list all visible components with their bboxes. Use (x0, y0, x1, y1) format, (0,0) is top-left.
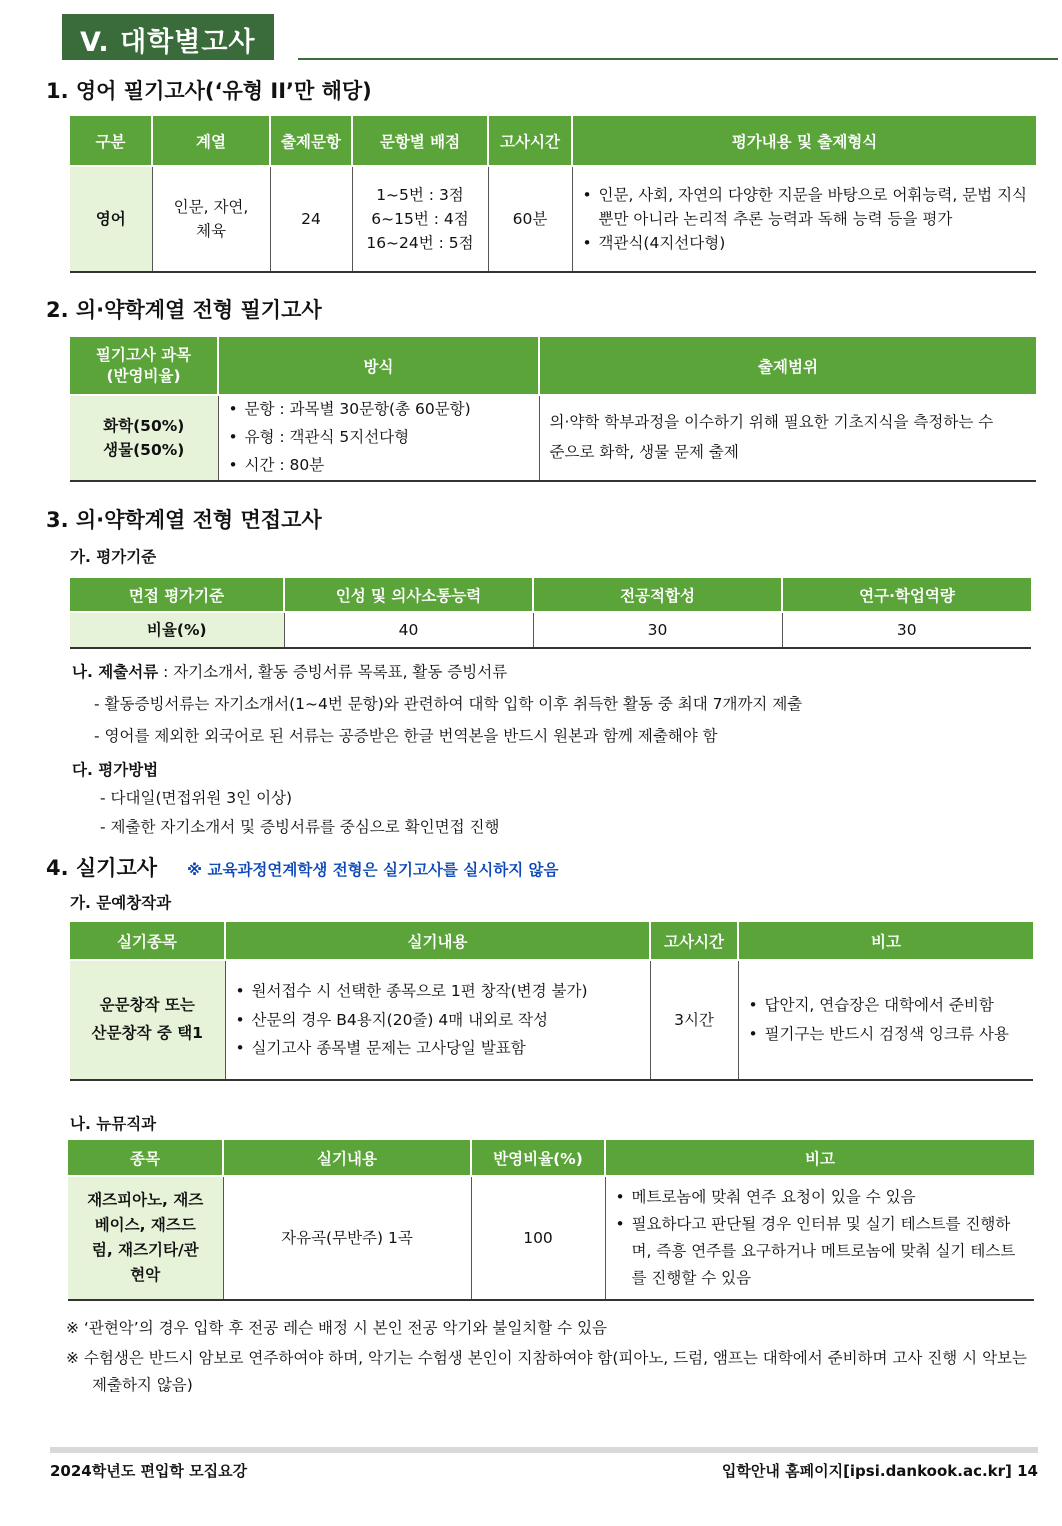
subject-cell (70, 395, 218, 481)
row-label: 비율(%) (70, 612, 284, 648)
section-4-title (46, 852, 559, 882)
ratio-cell: 30 (782, 612, 1031, 648)
row-label: 재즈피아노, 재즈베이스, 재즈드럼, 재즈기타/관현악 (68, 1176, 223, 1300)
header-cell: 연구·학업역량 (782, 578, 1031, 612)
new-music-table (68, 1140, 1034, 1301)
documents-note: - 영어를 제외한 외국어로 된 서류는 공증받은 한글 번역본을 반드시 원본과 함께 제출해야 함 (94, 727, 718, 745)
header-cell: 비고 (738, 922, 1033, 960)
subject-line: 화학(50%) (103, 416, 185, 435)
notes-cell (738, 960, 1033, 1080)
content-cell: 자유곡(무반주) 1곡 (223, 1176, 471, 1300)
section-1-title: 1. 영어 필기고사(‘유형 II’만 해당) (46, 79, 372, 103)
content-item: • 원서접수 시 선택한 종목으로 1편 창작(변경 불가) (234, 977, 650, 1006)
section-2-title: 2. 의·약학계열 전형 필기고사 (46, 298, 322, 322)
english-exam-table (70, 116, 1036, 273)
header-cell: 고사시간 (488, 116, 572, 166)
header-cell: 실기내용 (223, 1140, 471, 1176)
note-item: • 메트로놈에 맞춰 연주 요청이 있을 수 있음 (614, 1184, 1027, 1211)
documents-note: - 활동증빙서류는 자기소개서(1~4번 문항)와 관련하여 대학 입학 이후 취득한 활동 중 최대 7개까지 제출 (94, 695, 803, 713)
ratio-cell: 30 (533, 612, 782, 648)
content-item: • 인문, 사회, 자연의 다양한 지문을 바탕으로 어휘능력, 문법 지식뿐만 아니라 논리적 추론 능력과 독해 능력 등을 평가 (581, 183, 1037, 231)
content-item: • 객관식(4지선다형) (581, 231, 1037, 255)
evaluation-method-item: - 제출한 자기소개서 및 증빙서류를 중심으로 확인면접 진행 (100, 818, 500, 836)
score-line: 1~5번 : 3점 (376, 185, 464, 204)
header-cell: 출제범위 (539, 337, 1036, 395)
interview-criteria-table (70, 578, 1031, 649)
method-item: • 문항 : 과목별 30문항(총 60문항) (227, 396, 539, 424)
chapter-title: V. 대학별고사 (62, 14, 274, 60)
method-cell (218, 395, 539, 481)
scores-cell (352, 166, 488, 272)
field-cell: 인문, 자연, 체육 (152, 166, 270, 272)
header-cell: 전공적합성 (533, 578, 782, 612)
header-cell: 계열 (152, 116, 270, 166)
evaluation-method-item: - 다대일(면접위원 3인 이상) (100, 789, 293, 807)
creative-writing-table (70, 922, 1033, 1081)
documents-line (72, 660, 507, 682)
sub-title-new-music: 나. 뉴뮤직과 (70, 1115, 157, 1133)
header-cell: 문항별 배점 (352, 116, 488, 166)
content-cell (572, 166, 1036, 272)
content-item: • 실기고사 종목별 문제는 고사당일 발표함 (234, 1034, 650, 1063)
header-cell: 출제문항 (270, 116, 352, 166)
header-cell: 인성 및 의사소통능력 (284, 578, 533, 612)
remark-line: ※ 수험생은 반드시 암보로 연주하여야 하며, 악기는 수험생 본인이 지참하여야 함(피아노, 드럼, 앰프는 대학에서 준비하며 고사 진행 시 악보는 제출하지 않음) (66, 1349, 1027, 1395)
header-cell: 실기종목 (70, 922, 225, 960)
header-cell: 평가내용 및 출제형식 (572, 116, 1036, 166)
note-item: • 필기구는 반드시 검정색 잉크류 사용 (747, 1020, 1024, 1049)
header-cell: 반영비율(%) (471, 1140, 605, 1176)
score-line: 6~15번 : 4점 (371, 209, 469, 228)
section-4-note: ※ 교육과정연계학생 전형은 실기고사를 실시하지 않음 (187, 861, 559, 879)
ratio-cell: 40 (284, 612, 533, 648)
row-label: 영어 (70, 166, 152, 272)
score-line: 16~24번 : 5점 (366, 234, 474, 252)
header-cell: 구분 (70, 116, 152, 166)
method-item: • 유형 : 객관식 5지선다형 (227, 424, 539, 452)
content-item: • 산문의 경우 B4용지(20줄) 4매 내외로 작성 (234, 1006, 650, 1035)
header-cell: 종목 (68, 1140, 223, 1176)
footer-homepage: 입학안내 홈페이지[ipsi.dankook.ac.kr] 14 (721, 1462, 1038, 1480)
notes-cell (605, 1176, 1034, 1300)
header-cell: 방식 (218, 337, 539, 395)
ratio-cell: 100 (471, 1176, 605, 1300)
footer-title: 2024학년도 편입학 모집요강 (50, 1462, 248, 1480)
header-cell: 실기내용 (225, 922, 650, 960)
evaluation-method-title: 다. 평가방법 (72, 761, 159, 779)
sub-title-creative-writing: 가. 문예창작과 (70, 894, 172, 912)
header-cell: 면접 평가기준 (70, 578, 284, 612)
section-4-heading: 4. 실기고사 (46, 856, 158, 880)
subject-line: 생물(50%) (103, 440, 185, 459)
scope-cell: 의·약학 학부과정을 이수하기 위해 필요한 기초지식을 측정하는 수준으로 화학, 생물 문제 출제 (539, 395, 1036, 481)
medical-written-exam-table (70, 337, 1036, 482)
sub-title-criteria: 가. 평가기준 (70, 548, 157, 566)
note-item: • 필요하다고 판단될 경우 인터뷰 및 실기 테스트를 진행하며, 즉흥 연주를 요구하거나 메트로놈에 맞춰 실기 테스트를 진행할 수 있음 (614, 1211, 1027, 1292)
footer-divider (50, 1447, 1038, 1453)
header-cell: 필기고사 과목 (반영비율) (70, 337, 218, 395)
chapter-divider (298, 58, 1058, 60)
documents-text: : 자기소개서, 활동 증빙서류 목록표, 활동 증빙서류 (158, 663, 508, 681)
time-cell: 3시간 (650, 960, 738, 1080)
row-label: 운문창작 또는 산문창작 중 택1 (70, 960, 225, 1080)
content-cell (225, 960, 650, 1080)
time-cell: 60분 (488, 166, 572, 272)
documents-label: 나. 제출서류 (72, 663, 159, 681)
header-cell: 비고 (605, 1140, 1034, 1176)
header-cell: 고사시간 (650, 922, 738, 960)
note-item: • 답안지, 연습장은 대학에서 준비함 (747, 991, 1024, 1020)
section-3-title: 3. 의·약학계열 전형 면접고사 (46, 508, 322, 532)
count-cell: 24 (270, 166, 352, 272)
method-item: • 시간 : 80분 (227, 452, 539, 480)
remark-line: ※ ‘관현악’의 경우 입학 후 전공 레슨 배정 시 본인 전공 악기와 불일치할 수 있음 (66, 1319, 608, 1337)
